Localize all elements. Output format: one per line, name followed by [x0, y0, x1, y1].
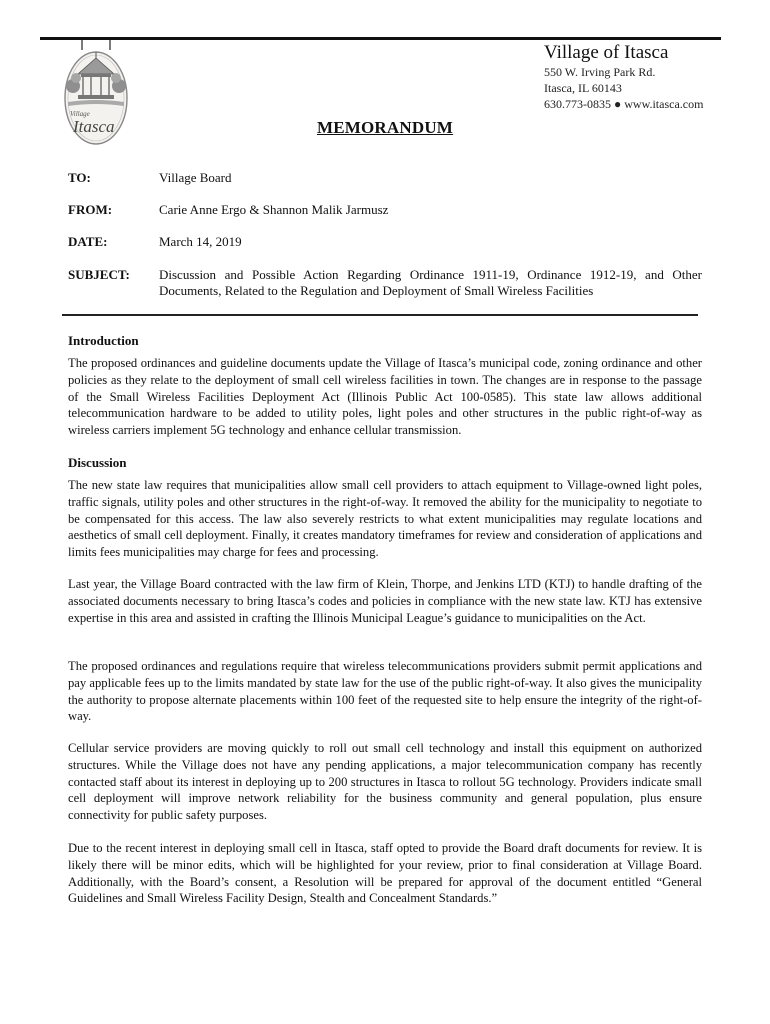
discussion-paragraph-2: Last year, the Village Board contracted with the law firm of Klein, Thorpe, and Jenkins LTD (KTJ) to handle drafting of the associated documents necessary to bring Itasca’s codes and policies in compliance with the new state law. KTJ has extensive expertise in this area and assisted in crafting the Illinois Municipal League’s guidance to municipalities on the Act.	[68, 577, 702, 625]
svg-text:Village: Village	[70, 110, 90, 118]
introduction-paragraph: The proposed ordinances and guideline documents update the Village of Itasca’s municipal code, zoning ordinance and other policies as they relate to the deployment of small cell wireless facilities in town. The changes are in response to the passage of the Small Wireless Facilities Deployment Act (Illinois Public Act 100-0585). This state law allows additional telecommunication hardware to be added to utility poles, light poles and other structures in the public right-of-way as wireless carriers implement 5G technology and enhance cellular transmission.	[68, 356, 702, 438]
discussion-heading: Discussion	[68, 455, 127, 470]
introduction-heading: Introduction	[68, 333, 139, 348]
from-value: Carie Anne Ergo & Shannon Malik Jarmusz	[159, 202, 389, 217]
to-value: Village Board	[159, 170, 232, 185]
organization-name: Village of Itasca	[544, 42, 669, 63]
subject-label: SUBJECT:	[68, 267, 130, 282]
discussion-paragraph-5: Due to the recent interest in deploying small cell in Itasca, staff opted to provide the Board draft documents for review. It is likely there will be minor edits, which will be highlighted for your review, prior to final consideration at Village Board. Additionally, with the Board’s consent, a Resolution will be prepared for approval of the document entitled “General Guidelines and Small Wireless Facility Design, Stealth and Concealment Standards.”	[68, 841, 702, 906]
header-divider	[62, 314, 698, 316]
contact-line: 630.773-0835 ● www.itasca.com	[544, 97, 704, 111]
date-value: March 14, 2019	[159, 234, 242, 249]
discussion-paragraph-4: Cellular service providers are moving quickly to roll out small cell technology and install this equipment on authorized structures. While the Village does not have any pending applications, a major telecommunication company has recently contacted staff about its interest in deploying up to 200 structures in Itasca to rollout 5G technology. Providers indicate small cell deployment will improve network reliability for the business community and general population, plus ensure connectivity for public safety purposes.	[68, 741, 702, 823]
top-rule	[40, 37, 721, 40]
subject-value: Discussion and Possible Action Regarding Ordinance 1911-19, Ordinance 1912-19, and Other Documents, Related to the Regulation and Deployment of Small Wireless Facilities	[159, 267, 702, 298]
discussion-paragraph-3: The proposed ordinances and regulations require that wireless telecommunications providers submit permit applications and pay applicable fees up to the limits mandated by state law for the use of the public right-of-way. It also gives the municipality the authority to propose alternate placements within 100 feet of the requested site to help ensure the integrity of the right-of-way.	[68, 659, 702, 724]
discussion-paragraph-1: The new state law requires that municipalities allow small cell providers to attach equipment to Village-owned light poles, traffic signals, utility poles and other structures in the right-of-way. It removed the ability for the municipality to negotiate to be compensated for this access. The law also severely restricts to what extent municipalities may regulate locations and aesthetics of small cell deployment. Finally, it creates mandatory timeframes for review and consideration of applications and limits fees municipalities may charge for fees and processing.	[68, 478, 702, 560]
from-label: FROM:	[68, 202, 113, 217]
address-line-2: Itasca, IL 60143	[544, 81, 622, 95]
memo-title: MEMORANDUM	[316, 118, 454, 137]
letterhead	[530, 42, 730, 112]
to-label: TO:	[68, 170, 91, 185]
address-line-1: 550 W. Irving Park Rd.	[544, 65, 656, 79]
svg-text:Itasca: Itasca	[73, 117, 115, 136]
date-label: DATE:	[68, 234, 108, 249]
